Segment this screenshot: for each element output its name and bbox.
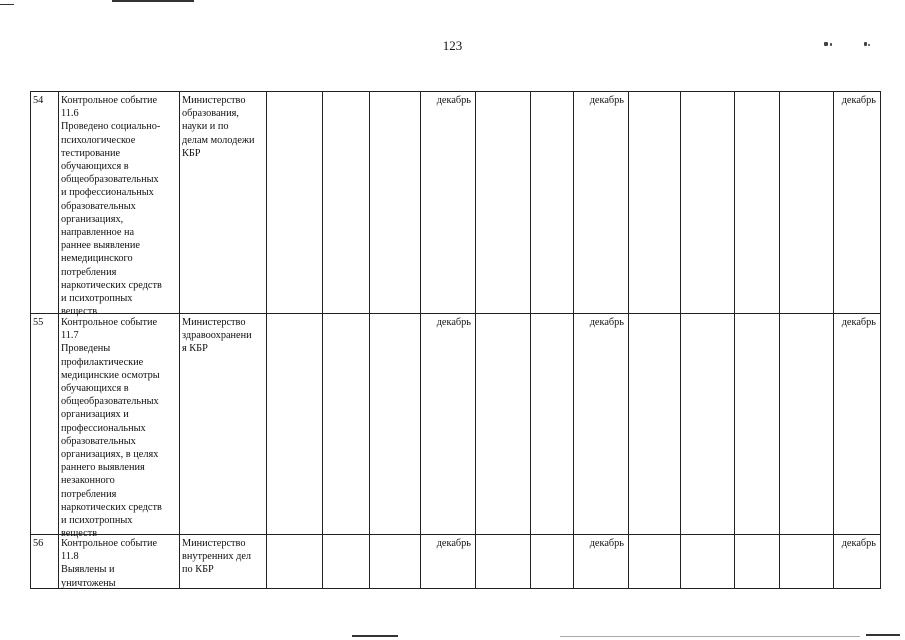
deadline-month: декабрь [841,317,876,328]
responsible-body: Министерство образования, науки и по делам молодежи КБР [182,95,255,159]
event-description: Контрольное событие 11.7 Проведены профилактические медицинские осмотры обучающихся в общеобразовательных организациях и профессиональных образовательных организациях, в целях раннего выявления незаконного потребления наркотических средств и психотропных веществ [61,317,162,540]
event-description: Контрольное событие 11.6 Проведено социально- психологическое тестирование обучающихся в общеобразовательных и профессиональных образовательных организациях, направленное на раннее выявление немедицинского потребления наркотических средств и психотропных веществ [61,95,162,318]
column-line [322,91,323,589]
column-line [266,91,267,589]
column-line [734,91,735,589]
column-line [880,91,881,589]
scan-artifact-top-left [0,4,14,5]
scan-artifact-bottom-line [352,635,398,637]
scan-artifact-bottom-line [866,634,900,636]
column-line [30,91,31,589]
scan-artifact-bottom-line [560,636,860,637]
deadline-month: декабрь [841,95,876,106]
responsible-body: Министерство внутренних дел по КБР [182,538,252,576]
deadline-month: декабрь [589,317,624,328]
table-row-number: 56 [33,538,44,549]
column-line [680,91,681,589]
column-line [628,91,629,589]
scan-artifact-top-line [112,0,194,2]
column-line [833,91,834,589]
column-line [420,91,421,589]
column-line [530,91,531,589]
event-description: Контрольное событие 11.8 Выявлены и уничтожены [61,538,158,589]
table-row-number: 55 [33,317,44,328]
deadline-month: декабрь [436,95,471,106]
responsible-body: Министерство здравоохранени я КБР [182,317,252,355]
table-row-number: 54 [33,95,44,106]
deadline-month: декабрь [589,538,624,549]
page-number: 123 [442,38,463,53]
column-line [475,91,476,589]
deadline-month: декабрь [841,538,876,549]
deadline-month: декабрь [589,95,624,106]
column-line [779,91,780,589]
column-line [369,91,370,589]
deadline-month: декабрь [436,538,471,549]
deadline-month: декабрь [436,317,471,328]
column-line [573,91,574,589]
